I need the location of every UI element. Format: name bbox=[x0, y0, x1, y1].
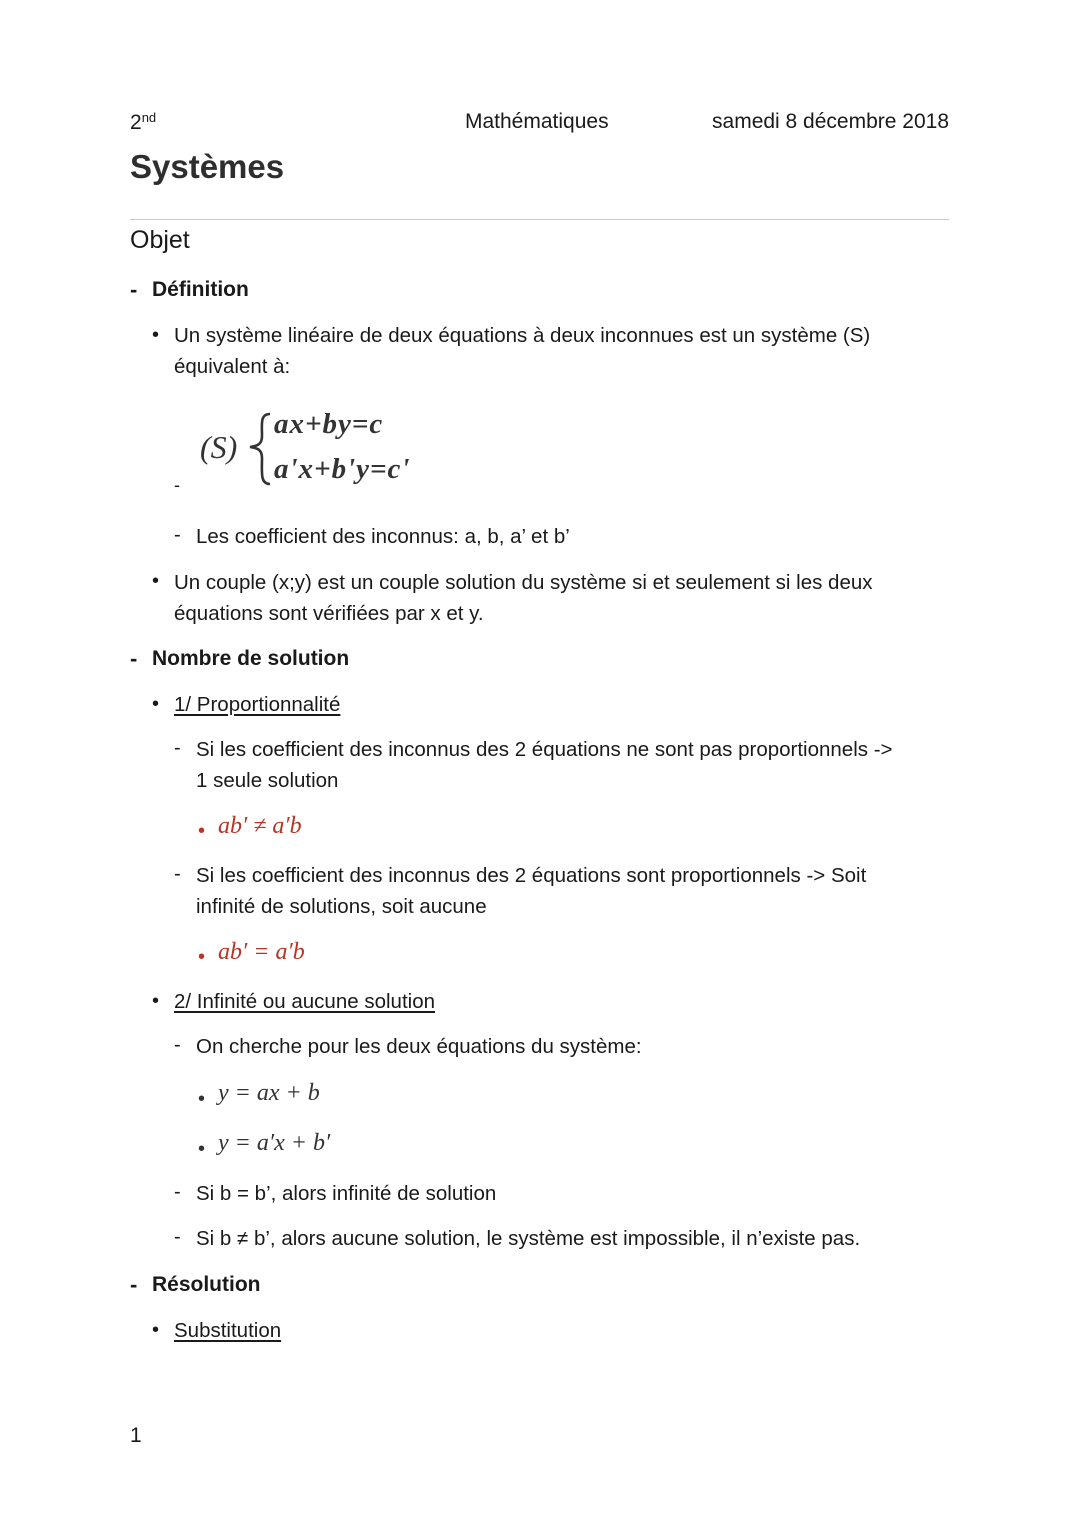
dash-marker: - bbox=[130, 1272, 138, 1297]
solutions-heading: Nombre de solution bbox=[152, 647, 350, 670]
dash-marker: - bbox=[130, 277, 138, 302]
definition-text-line2: équivalent à: bbox=[174, 355, 291, 378]
couple-text-line2: équations sont vérifiées par x et y. bbox=[174, 602, 484, 625]
bullet: • bbox=[152, 693, 160, 715]
coefficients-text: Les coefficient des inconnus: a, b, a’ et b’ bbox=[196, 525, 570, 548]
case1-math: ab′ ≠ a′b bbox=[218, 813, 302, 839]
dash-marker: - bbox=[130, 646, 138, 671]
proportionality-label: 1/ Proportionnalité bbox=[174, 693, 341, 716]
substitution-label: Substitution bbox=[174, 1319, 282, 1342]
bullet: • bbox=[198, 946, 206, 968]
system-label: (S) bbox=[200, 429, 238, 465]
dash-marker: - bbox=[174, 737, 181, 759]
infinite-label: 2/ Infinité ou aucune solution bbox=[174, 990, 435, 1013]
class-level-suffix: nd bbox=[141, 110, 157, 125]
couple-text-line1: Un couple (x;y) est un couple solution du système si et seulement si les deux bbox=[174, 571, 873, 594]
case-diff-text: Si b ≠ b’, alors aucune solution, le système est impossible, il n’existe pas. bbox=[196, 1227, 861, 1250]
page-title: Systèmes bbox=[130, 148, 285, 185]
page-number: 1 bbox=[130, 1424, 142, 1447]
bullet: • bbox=[198, 1138, 206, 1160]
dash-marker: - bbox=[174, 863, 181, 885]
dash-marker: - bbox=[174, 475, 180, 495]
bullet: • bbox=[152, 990, 160, 1012]
class-level-number: 2 bbox=[130, 111, 142, 134]
line-equation-1: y = ax + b bbox=[218, 1080, 320, 1106]
line-equation-2: y = a′x + b′ bbox=[218, 1130, 331, 1156]
title-divider bbox=[130, 219, 949, 220]
dash-marker: - bbox=[174, 1034, 181, 1056]
case1-line1: Si les coefficient des inconnus des 2 équations ne sont pas proportionnels -> bbox=[196, 738, 893, 761]
case1-line2: 1 seule solution bbox=[196, 769, 339, 792]
bullet: • bbox=[152, 324, 160, 346]
bullet: • bbox=[152, 1319, 160, 1341]
case2-line2: infinité de solutions, soit aucune bbox=[196, 895, 487, 918]
brace-icon bbox=[250, 414, 270, 484]
resolution-heading: Résolution bbox=[152, 1273, 261, 1296]
bullet: • bbox=[198, 820, 206, 842]
definition-text-line1: Un système linéaire de deux équations à deux inconnues est un système (S) bbox=[174, 324, 871, 347]
bullet: • bbox=[198, 1088, 206, 1110]
case-equal-text: Si b = b’, alors infinité de solution bbox=[196, 1182, 497, 1205]
bullet: • bbox=[152, 570, 160, 592]
dash-marker: - bbox=[174, 1181, 181, 1203]
dash-marker: - bbox=[174, 524, 181, 546]
date: samedi 8 décembre 2018 bbox=[712, 110, 949, 133]
case2-math: ab′ = a′b bbox=[218, 939, 305, 965]
dash-marker: - bbox=[174, 1226, 181, 1248]
class-level bbox=[130, 110, 156, 135]
system-equation bbox=[198, 402, 498, 492]
subject: Mathématiques bbox=[465, 110, 609, 133]
system-equation-1: ax+by=c bbox=[274, 408, 384, 440]
case2-line1: Si les coefficient des inconnus des 2 équations sont proportionnels -> Soit bbox=[196, 864, 867, 887]
section-heading: Objet bbox=[130, 226, 190, 254]
definition-heading: Définition bbox=[152, 278, 249, 301]
infinite-intro: On cherche pour les deux équations du système: bbox=[196, 1035, 642, 1058]
system-equation-2: a'x+b'y=c' bbox=[274, 453, 411, 485]
